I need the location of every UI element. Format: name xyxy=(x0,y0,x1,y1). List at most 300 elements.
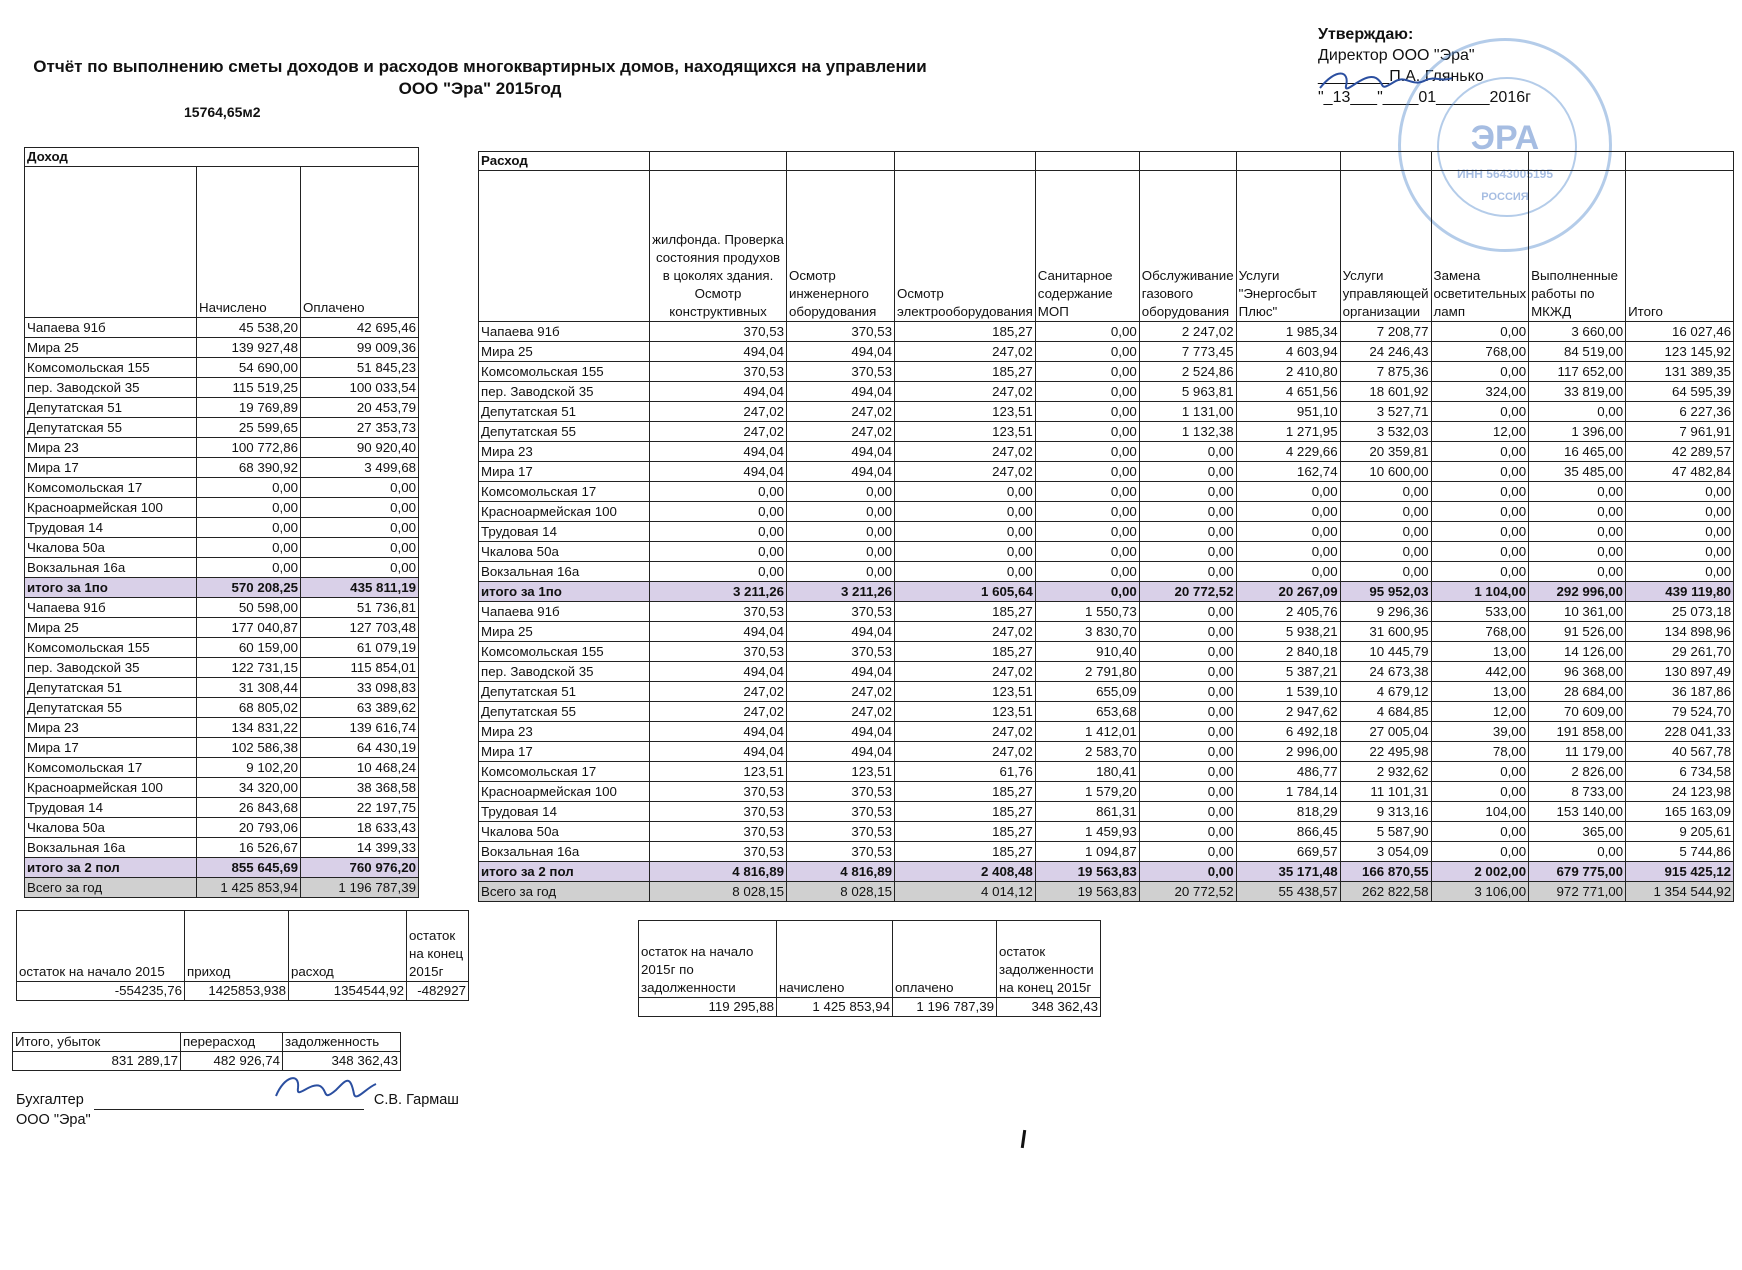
expense-value: 185,27 xyxy=(895,642,1036,662)
expense-value: 185,27 xyxy=(895,782,1036,802)
income-value: 0,00 xyxy=(301,498,419,518)
expense-value: 96 368,00 xyxy=(1529,662,1626,682)
income-value: 0,00 xyxy=(301,558,419,578)
expense-value: 0,00 xyxy=(1529,502,1626,522)
income-address: Трудовая 14 xyxy=(25,798,197,818)
debt-table xyxy=(638,920,1101,1017)
expense-value: 2 408,48 xyxy=(895,862,1036,882)
expense-row xyxy=(479,322,1734,342)
expense-value: 0,00 xyxy=(1139,442,1236,462)
income-value: 33 098,83 xyxy=(301,678,419,698)
expense-value: 3 106,00 xyxy=(1431,882,1529,902)
expense-address: Мира 25 xyxy=(479,622,650,642)
expense-value: 2 932,62 xyxy=(1340,762,1431,782)
expense-value: 40 567,78 xyxy=(1626,742,1734,762)
income-row xyxy=(25,498,419,518)
expense-value: 228 041,33 xyxy=(1626,722,1734,742)
expense-value: 25 073,18 xyxy=(1626,602,1734,622)
expense-value: 1 132,38 xyxy=(1139,422,1236,442)
income-value: 99 009,36 xyxy=(301,338,419,358)
expense-value: 370,53 xyxy=(650,602,787,622)
income-value: 27 353,73 xyxy=(301,418,419,438)
income-value: 38 368,58 xyxy=(301,778,419,798)
expense-value: 0,00 xyxy=(1431,402,1529,422)
expense-value: 494,04 xyxy=(650,462,787,482)
income-value: 25 599,65 xyxy=(197,418,301,438)
income-row xyxy=(25,838,419,858)
expense-value: 20 267,09 xyxy=(1236,582,1340,602)
expense-value: 0,00 xyxy=(1431,562,1529,582)
expense-row xyxy=(479,762,1734,782)
income-value: 115 519,25 xyxy=(197,378,301,398)
expense-value: 0,00 xyxy=(1431,842,1529,862)
expense-address: итого за 2 пол xyxy=(479,862,650,882)
expense-row xyxy=(479,362,1734,382)
expense-value: 84 519,00 xyxy=(1529,342,1626,362)
debt-header: остаток задолженности на конец 2015г xyxy=(997,921,1101,998)
report-title: Отчёт по выполнению сметы доходов и расходов многоквартирных домов, находящихся на управлении ООО "Эра" 2015год xyxy=(33,57,927,98)
expense-value: 6 227,36 xyxy=(1626,402,1734,422)
expense-value: 0,00 xyxy=(1626,482,1734,502)
loss-header: перерасход xyxy=(181,1033,283,1052)
expense-value: 20 772,52 xyxy=(1139,882,1236,902)
expense-value: 165 163,09 xyxy=(1626,802,1734,822)
expense-value: 0,00 xyxy=(650,522,787,542)
expense-header: Осмотр электрооборудования xyxy=(895,171,1036,322)
income-value: 134 831,22 xyxy=(197,718,301,738)
expense-value: 2 996,00 xyxy=(1236,742,1340,762)
expense-address: пер. Заводской 35 xyxy=(479,662,650,682)
expense-value: 7 961,91 xyxy=(1626,422,1734,442)
income-address: Депутатская 55 xyxy=(25,698,197,718)
income-value: 435 811,19 xyxy=(301,578,419,598)
expense-value: 370,53 xyxy=(787,602,895,622)
expense-value: 972 771,00 xyxy=(1529,882,1626,902)
income-address: итого за 2 пол xyxy=(25,858,197,878)
expense-header-row xyxy=(479,171,1734,322)
expense-value: 0,00 xyxy=(1236,522,1340,542)
income-address: Комсомольская 155 xyxy=(25,638,197,658)
expense-value: 3 054,09 xyxy=(1340,842,1431,862)
expense-value: 0,00 xyxy=(1139,462,1236,482)
expense-value: 35 171,48 xyxy=(1236,862,1340,882)
income-header xyxy=(25,167,197,318)
expense-value: 185,27 xyxy=(895,822,1036,842)
expense-value: 0,00 xyxy=(1529,842,1626,862)
expense-value: 70 609,00 xyxy=(1529,702,1626,722)
expense-row xyxy=(479,782,1734,802)
expense-value: 20 772,52 xyxy=(1139,582,1236,602)
expense-value: 0,00 xyxy=(1431,762,1529,782)
expense-header: Обслуживание газового оборудования xyxy=(1139,171,1236,322)
debt-value: 1 425 853,94 xyxy=(777,998,893,1017)
expense-value: 78,00 xyxy=(1431,742,1529,762)
expense-value: 8 733,00 xyxy=(1529,782,1626,802)
income-caption-row xyxy=(25,148,419,167)
expense-value: 0,00 xyxy=(1139,642,1236,662)
expense-value: 669,57 xyxy=(1236,842,1340,862)
total-area: 15764,65м2 xyxy=(184,104,261,120)
expense-value: 0,00 xyxy=(1340,522,1431,542)
expense-value: 31 600,95 xyxy=(1340,622,1431,642)
expense-value: 3 830,70 xyxy=(1035,622,1139,642)
expense-value: 1 354 544,92 xyxy=(1626,882,1734,902)
expense-row xyxy=(479,562,1734,582)
expense-value: 494,04 xyxy=(787,662,895,682)
expense-value: 33 819,00 xyxy=(1529,382,1626,402)
accountant-role: Бухгалтер xyxy=(16,1092,84,1108)
income-value: 570 208,25 xyxy=(197,578,301,598)
expense-value: 653,68 xyxy=(1035,702,1139,722)
expense-row xyxy=(479,802,1734,822)
expense-value: 24 246,43 xyxy=(1340,342,1431,362)
expense-value: 247,02 xyxy=(787,402,895,422)
expense-row xyxy=(479,682,1734,702)
income-value: 68 805,02 xyxy=(197,698,301,718)
footer-org: ООО "Эра" xyxy=(16,1112,91,1128)
expense-value: 0,00 xyxy=(1236,482,1340,502)
income-address: Трудовая 14 xyxy=(25,518,197,538)
expense-value: 861,31 xyxy=(1035,802,1139,822)
expense-value: 117 652,00 xyxy=(1529,362,1626,382)
expense-value: 9 205,61 xyxy=(1626,822,1734,842)
expense-value: 1 396,00 xyxy=(1529,422,1626,442)
income-value: 0,00 xyxy=(301,538,419,558)
income-value: 51 736,81 xyxy=(301,598,419,618)
expense-row xyxy=(479,422,1734,442)
expense-value: 24 123,98 xyxy=(1626,782,1734,802)
expense-value: 0,00 xyxy=(1035,382,1139,402)
expense-value: 0,00 xyxy=(895,482,1036,502)
expense-caption-row xyxy=(479,152,1734,171)
expense-address: Комсомольская 155 xyxy=(479,642,650,662)
expense-value: 6 734,58 xyxy=(1626,762,1734,782)
expense-caption-cell xyxy=(895,152,1036,171)
expense-value: 655,09 xyxy=(1035,682,1139,702)
income-address: Красноармейская 100 xyxy=(25,778,197,798)
expense-value: 370,53 xyxy=(787,322,895,342)
approval-position: Директор ООО "Эра" xyxy=(1318,47,1475,64)
income-address: Чапаева 91б xyxy=(25,598,197,618)
expense-value: 0,00 xyxy=(1139,742,1236,762)
expense-value: 0,00 xyxy=(1035,342,1139,362)
expense-address: Чкалова 50а xyxy=(479,542,650,562)
expense-value: 1 104,00 xyxy=(1431,582,1529,602)
expense-value: 0,00 xyxy=(1139,702,1236,722)
expense-value: 0,00 xyxy=(650,542,787,562)
balance-header: приход xyxy=(185,911,289,982)
expense-value: 533,00 xyxy=(1431,602,1529,622)
income-row xyxy=(25,438,419,458)
expense-value: 247,02 xyxy=(787,422,895,442)
expense-value: 0,00 xyxy=(787,522,895,542)
expense-value: 0,00 xyxy=(1529,522,1626,542)
expense-value: 2 410,80 xyxy=(1236,362,1340,382)
income-row xyxy=(25,418,419,438)
expense-address: Чапаева 91б xyxy=(479,602,650,622)
expense-value: 494,04 xyxy=(787,382,895,402)
income-value: 51 845,23 xyxy=(301,358,419,378)
income-caption: Доход xyxy=(25,148,419,167)
expense-value: 35 485,00 xyxy=(1529,462,1626,482)
expense-value: 191 858,00 xyxy=(1529,722,1626,742)
expense-header: Замена осветительных ламп xyxy=(1431,171,1529,322)
income-value: 34 320,00 xyxy=(197,778,301,798)
expense-value: 166 870,55 xyxy=(1340,862,1431,882)
loss-value: 348 362,43 xyxy=(283,1052,401,1071)
expense-value: 679 775,00 xyxy=(1529,862,1626,882)
expense-address: Чапаева 91б xyxy=(479,322,650,342)
expense-value: 4 651,56 xyxy=(1236,382,1340,402)
expense-value: 768,00 xyxy=(1431,622,1529,642)
expense-caption-cell xyxy=(1529,152,1626,171)
income-row xyxy=(25,398,419,418)
expense-value: 185,27 xyxy=(895,802,1036,822)
expense-value: 486,77 xyxy=(1236,762,1340,782)
income-value: 0,00 xyxy=(301,518,419,538)
income-value: 177 040,87 xyxy=(197,618,301,638)
income-value: 60 159,00 xyxy=(197,638,301,658)
income-value: 64 430,19 xyxy=(301,738,419,758)
expense-value: 494,04 xyxy=(650,342,787,362)
expense-value: 0,00 xyxy=(1139,522,1236,542)
income-row xyxy=(25,758,419,778)
income-header: Начислено xyxy=(197,167,301,318)
expense-value: 5 387,21 xyxy=(1236,662,1340,682)
income-value: 0,00 xyxy=(197,538,301,558)
income-address: Мира 25 xyxy=(25,338,197,358)
expense-value: 365,00 xyxy=(1529,822,1626,842)
expense-value: 3 211,26 xyxy=(650,582,787,602)
expense-value: 370,53 xyxy=(787,822,895,842)
income-row xyxy=(25,578,419,598)
income-header: Оплачено xyxy=(301,167,419,318)
expense-value: 3 532,03 xyxy=(1340,422,1431,442)
expense-value: 494,04 xyxy=(650,382,787,402)
income-value: 855 645,69 xyxy=(197,858,301,878)
expense-address: Трудовая 14 xyxy=(479,802,650,822)
expense-value: 5 744,86 xyxy=(1626,842,1734,862)
income-value: 100 033,54 xyxy=(301,378,419,398)
expense-value: 12,00 xyxy=(1431,702,1529,722)
expense-value: 64 595,39 xyxy=(1626,382,1734,402)
expense-value: 0,00 xyxy=(650,502,787,522)
expense-value: 0,00 xyxy=(895,502,1036,522)
expense-value: 0,00 xyxy=(1035,582,1139,602)
expense-value: 768,00 xyxy=(1431,342,1529,362)
expense-address: Комсомольская 17 xyxy=(479,482,650,502)
income-address: Чапаева 91б xyxy=(25,318,197,338)
expense-row xyxy=(479,842,1734,862)
expense-value: 370,53 xyxy=(650,782,787,802)
income-value: 139 616,74 xyxy=(301,718,419,738)
expense-row xyxy=(479,482,1734,502)
expense-header: Услуги "Энергосбыт Плюс" xyxy=(1236,171,1340,322)
expense-header: Услуги управляющей организации xyxy=(1340,171,1431,322)
expense-row xyxy=(479,442,1734,462)
income-value: 0,00 xyxy=(197,478,301,498)
expense-value: 0,00 xyxy=(1035,322,1139,342)
expense-value: 494,04 xyxy=(650,622,787,642)
expense-value: 36 187,86 xyxy=(1626,682,1734,702)
expense-value: 0,00 xyxy=(1139,822,1236,842)
balance-value: 1425853,938 xyxy=(185,982,289,1001)
income-address: Мира 25 xyxy=(25,618,197,638)
income-address: Чкалова 50а xyxy=(25,818,197,838)
expense-caption-cell xyxy=(1431,152,1529,171)
expense-header xyxy=(479,171,650,322)
income-value: 31 308,44 xyxy=(197,678,301,698)
balance-value: -554235,76 xyxy=(17,982,185,1001)
expense-value: 0,00 xyxy=(1236,562,1340,582)
income-row xyxy=(25,458,419,478)
expense-value: 28 684,00 xyxy=(1529,682,1626,702)
income-address: Вокзальная 16а xyxy=(25,838,197,858)
expense-value: 4 014,12 xyxy=(895,882,1036,902)
income-value: 9 102,20 xyxy=(197,758,301,778)
income-value: 1 425 853,94 xyxy=(197,878,301,898)
stamp-country: РОССИЯ xyxy=(1481,191,1529,203)
income-address: Мира 17 xyxy=(25,738,197,758)
income-value: 0,00 xyxy=(197,518,301,538)
expense-address: Мира 23 xyxy=(479,442,650,462)
expense-row xyxy=(479,862,1734,882)
expense-value: 0,00 xyxy=(1035,422,1139,442)
expense-value: 0,00 xyxy=(1139,722,1236,742)
expense-value: 0,00 xyxy=(1529,542,1626,562)
expense-value: 494,04 xyxy=(787,462,895,482)
income-value: 100 772,86 xyxy=(197,438,301,458)
expense-caption-cell xyxy=(1236,152,1340,171)
income-address: Мира 23 xyxy=(25,438,197,458)
expense-value: 11 179,00 xyxy=(1529,742,1626,762)
expense-value: 123,51 xyxy=(895,422,1036,442)
expense-value: 185,27 xyxy=(895,602,1036,622)
expense-value: 0,00 xyxy=(1626,502,1734,522)
income-address: пер. Заводской 35 xyxy=(25,378,197,398)
expense-value: 0,00 xyxy=(895,522,1036,542)
expense-value: 13,00 xyxy=(1431,642,1529,662)
approval-name: ________П.А. Глянько xyxy=(1318,68,1484,85)
income-value: 68 390,92 xyxy=(197,458,301,478)
balance-header: остаток на начало 2015 xyxy=(17,911,185,982)
expense-address: итого за 1по xyxy=(479,582,650,602)
expense-value: 0,00 xyxy=(1139,842,1236,862)
debt-header: остаток на начало 2015г по задолженности xyxy=(639,921,777,998)
expense-value: 4 229,66 xyxy=(1236,442,1340,462)
expense-value: 1 539,10 xyxy=(1236,682,1340,702)
expense-value: 1 550,73 xyxy=(1035,602,1139,622)
expense-value: 370,53 xyxy=(650,822,787,842)
expense-address: Мира 23 xyxy=(479,722,650,742)
income-address: пер. Заводской 35 xyxy=(25,658,197,678)
income-value: 0,00 xyxy=(197,498,301,518)
accountant-name: С.В. Гармаш xyxy=(373,1092,459,1108)
expense-address: Красноармейская 100 xyxy=(479,782,650,802)
loss-value: 482 926,74 xyxy=(181,1052,283,1071)
expense-value: 0,00 xyxy=(1431,322,1529,342)
expense-value: 247,02 xyxy=(650,422,787,442)
expense-value: 0,00 xyxy=(1139,482,1236,502)
expense-value: 370,53 xyxy=(650,322,787,342)
income-row xyxy=(25,658,419,678)
income-address: Мира 17 xyxy=(25,458,197,478)
expense-address: пер. Заводской 35 xyxy=(479,382,650,402)
expense-header: жилфонда. Проверка состояния продухов в цоколях здания. Осмотр конструктивных xyxy=(650,171,787,322)
income-value: 42 695,46 xyxy=(301,318,419,338)
balance-header: остаток на конец 2015г xyxy=(407,911,469,982)
expense-value: 0,00 xyxy=(1431,782,1529,802)
expense-value: 2 247,02 xyxy=(1139,322,1236,342)
expense-value: 19 563,83 xyxy=(1035,882,1139,902)
expense-value: 494,04 xyxy=(787,742,895,762)
expense-value: 370,53 xyxy=(787,842,895,862)
expense-value: 0,00 xyxy=(1035,362,1139,382)
income-value: 3 499,68 xyxy=(301,458,419,478)
expense-value: 0,00 xyxy=(1139,502,1236,522)
expense-value: 130 897,49 xyxy=(1626,662,1734,682)
expense-value: 951,10 xyxy=(1236,402,1340,422)
expense-value: 8 028,15 xyxy=(787,882,895,902)
income-value: 760 976,20 xyxy=(301,858,419,878)
debt-value: 119 295,88 xyxy=(639,998,777,1017)
expense-row xyxy=(479,722,1734,742)
income-value: 16 526,67 xyxy=(197,838,301,858)
expense-value: 1 605,64 xyxy=(895,582,1036,602)
income-row xyxy=(25,818,419,838)
expense-row xyxy=(479,702,1734,722)
expense-value: 55 438,57 xyxy=(1236,882,1340,902)
income-row xyxy=(25,318,419,338)
expense-value: 494,04 xyxy=(787,622,895,642)
debt-header: оплачено xyxy=(893,921,997,998)
income-value: 102 586,38 xyxy=(197,738,301,758)
expense-value: 11 101,31 xyxy=(1340,782,1431,802)
expense-row xyxy=(479,822,1734,842)
expense-value: 494,04 xyxy=(650,442,787,462)
expense-value: 0,00 xyxy=(1431,362,1529,382)
income-row xyxy=(25,538,419,558)
income-value: 20 453,79 xyxy=(301,398,419,418)
expense-address: Мира 17 xyxy=(479,462,650,482)
expense-address: Депутатская 55 xyxy=(479,422,650,442)
expense-value: 0,00 xyxy=(1035,502,1139,522)
expense-value: 5 963,81 xyxy=(1139,382,1236,402)
expense-value: 39,00 xyxy=(1431,722,1529,742)
expense-value: 180,41 xyxy=(1035,762,1139,782)
expense-value: 5 938,21 xyxy=(1236,622,1340,642)
expense-row xyxy=(479,342,1734,362)
expense-value: 16 465,00 xyxy=(1529,442,1626,462)
income-row xyxy=(25,378,419,398)
expense-value: 0,00 xyxy=(1139,802,1236,822)
expense-value: 0,00 xyxy=(787,562,895,582)
income-value: 54 690,00 xyxy=(197,358,301,378)
expense-value: 9 296,36 xyxy=(1340,602,1431,622)
income-address: Депутатская 51 xyxy=(25,678,197,698)
expense-caption-cell xyxy=(1626,152,1734,171)
expense-row xyxy=(479,882,1734,902)
income-value: 50 598,00 xyxy=(197,598,301,618)
income-value: 139 927,48 xyxy=(197,338,301,358)
expense-value: 95 952,03 xyxy=(1340,582,1431,602)
expense-value: 0,00 xyxy=(1529,562,1626,582)
expense-address: Депутатская 51 xyxy=(479,682,650,702)
expense-value: 24 673,38 xyxy=(1340,662,1431,682)
expense-row xyxy=(479,662,1734,682)
expense-value: 247,02 xyxy=(895,462,1036,482)
expense-value: 79 524,70 xyxy=(1626,702,1734,722)
